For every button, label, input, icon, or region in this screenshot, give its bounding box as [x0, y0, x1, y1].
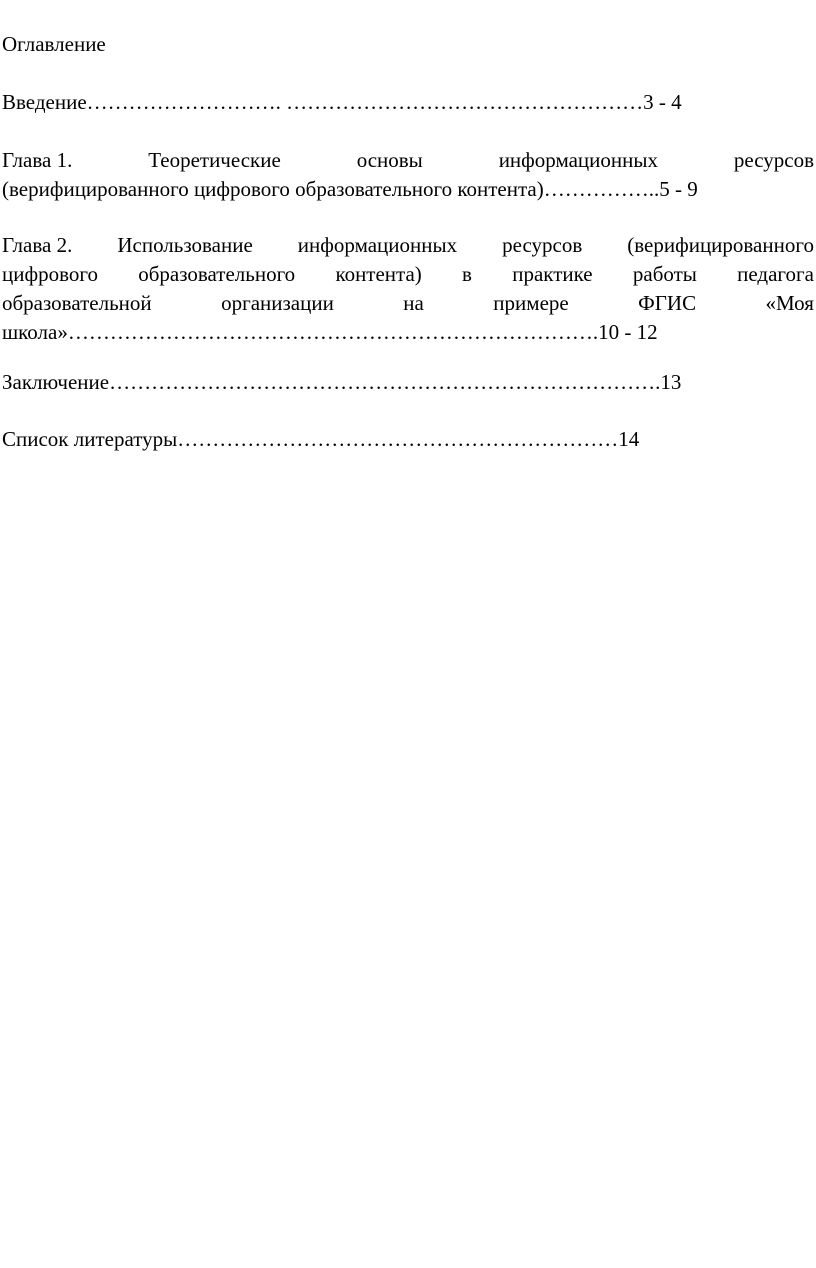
toc-entry-references: [2, 425, 814, 454]
toc-word: педагога: [737, 262, 814, 286]
toc-line: Заключение…………………………………………………………………….13: [2, 370, 682, 394]
toc-word: ФГИС: [638, 291, 697, 315]
toc-line-justified: [2, 146, 814, 175]
toc-word: образовательного: [138, 262, 296, 286]
toc-entry-conclusion: [2, 368, 814, 397]
toc-title: Оглавление: [2, 32, 106, 56]
toc-word: практике: [512, 262, 593, 286]
toc-word: организации: [221, 291, 334, 315]
toc-word: ресурсов: [502, 233, 583, 257]
toc-line-justified: [2, 260, 814, 289]
toc-word: контента): [335, 262, 422, 286]
toc-word: Глава 2.: [2, 233, 73, 257]
toc-entry-chapter-2: [2, 231, 814, 347]
toc-line: (верифицированного цифрового образовательного контента)……………..5 - 9: [2, 177, 698, 201]
toc-word: Глава 1.: [2, 148, 73, 172]
toc-word: Теоретические: [148, 148, 281, 172]
toc-word: ресурсов: [733, 148, 814, 172]
toc-line: школа»………………………………………………………………….10 - 12: [2, 320, 658, 344]
toc-word: «Моя: [765, 291, 814, 315]
toc-word: образовательной: [2, 291, 152, 315]
toc-word: на: [403, 291, 424, 315]
toc-line: Список литературы………………………………………………………14: [2, 427, 640, 451]
toc-word: цифрового: [2, 262, 98, 286]
toc-word: работы: [632, 262, 697, 286]
toc-word: в: [462, 262, 472, 286]
toc-word: Использование: [117, 233, 253, 257]
toc-line-justified: [2, 289, 814, 318]
toc-word: информационных: [297, 233, 458, 257]
toc-entry-chapter-1: [2, 146, 814, 204]
toc-word: примере: [493, 291, 569, 315]
toc-line: Введение………………………. ……………………………………………3 - 4: [2, 90, 682, 114]
toc-word: (верифицированного: [627, 233, 814, 257]
toc-line-justified: [2, 231, 814, 260]
toc-entry-introduction: [2, 88, 814, 117]
toc-word: основы: [356, 148, 423, 172]
toc-word: информационных: [498, 148, 658, 172]
